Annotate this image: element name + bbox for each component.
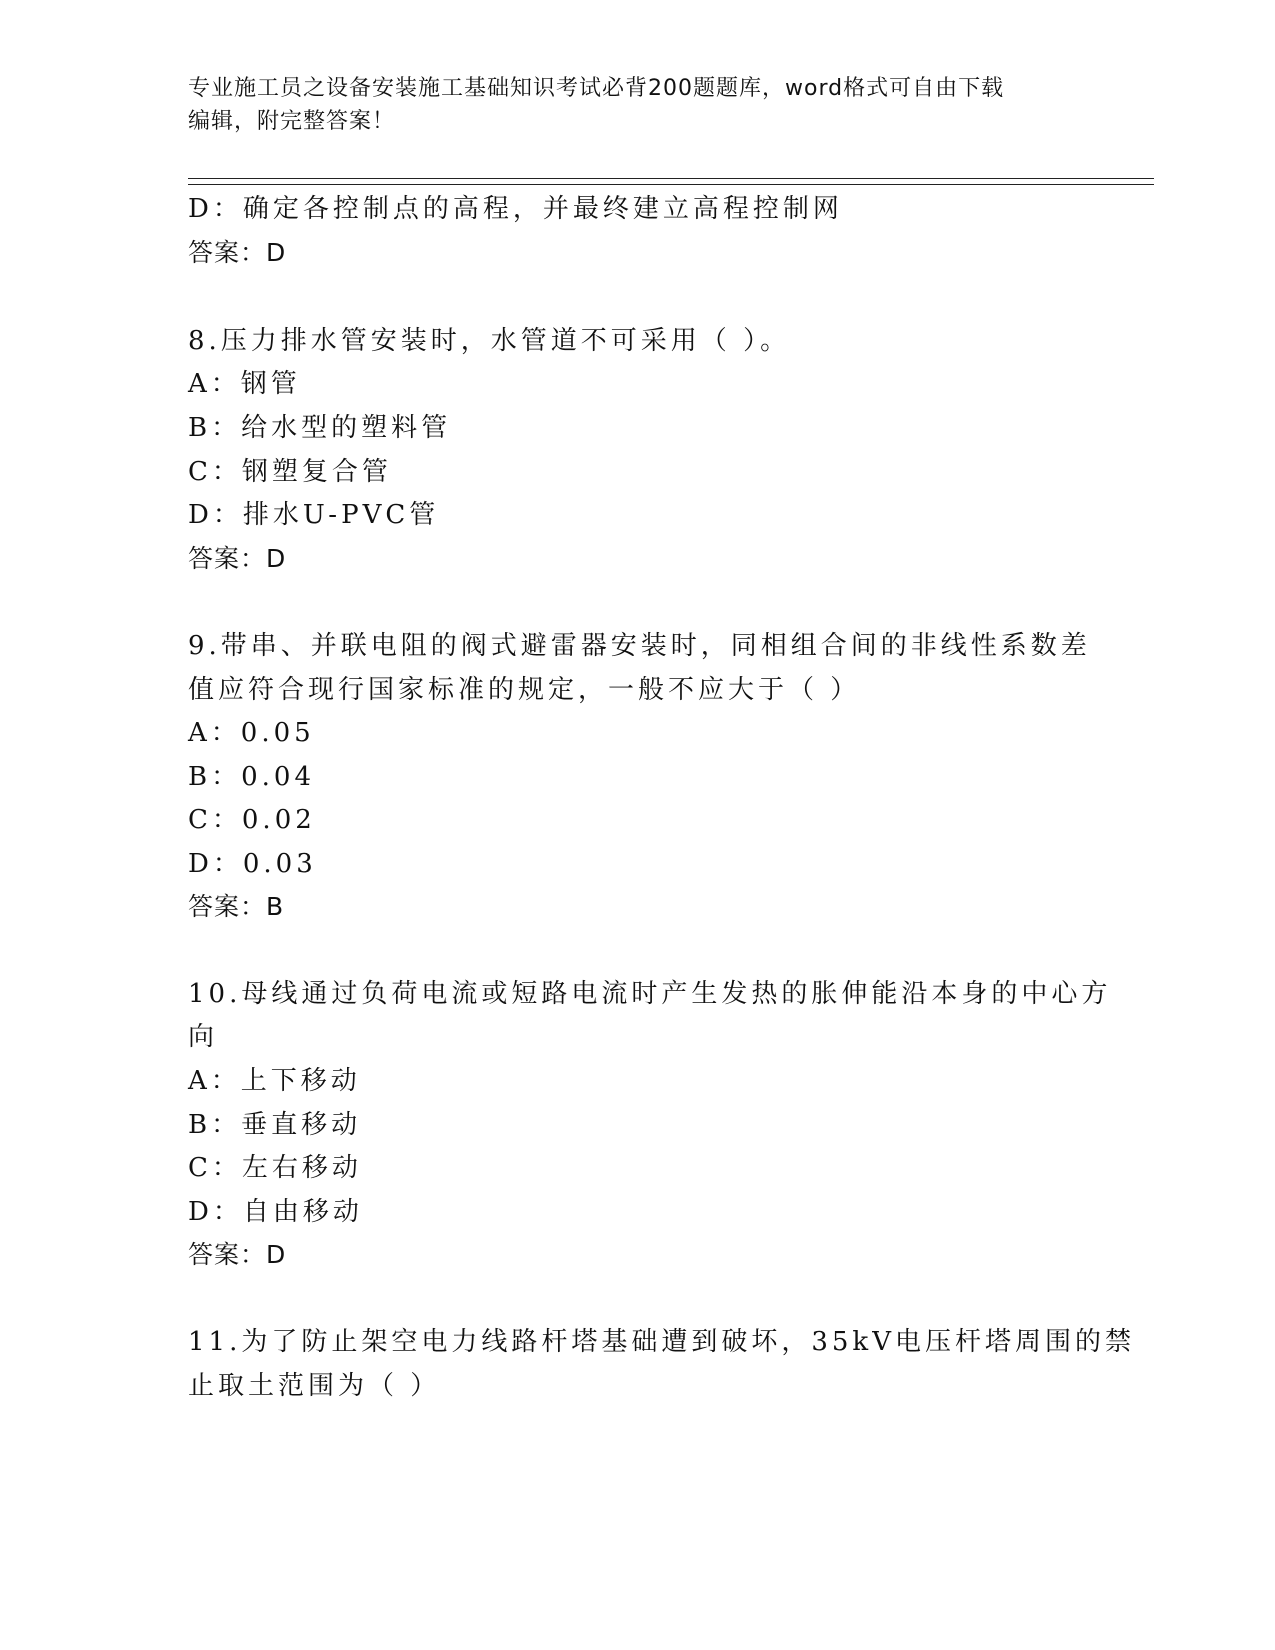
q9-answer: 答案：B: [188, 892, 285, 921]
q9-option-d: D：0.03: [188, 849, 317, 879]
prev-answer: 答案：D: [188, 238, 287, 267]
q11-stem-line-1: 11.为了防止架空电力线路杆塔基础遭到破坏，35kV电压杆塔周围的禁: [188, 1327, 1135, 1357]
q10-option-c: C：左右移动: [188, 1153, 362, 1183]
q11-stem-line-2: 止取土范围为（ ）: [188, 1371, 441, 1401]
q8-option-a: A：钢管: [188, 369, 301, 399]
q10-answer: 答案：D: [188, 1240, 287, 1269]
q9-option-a: A：0.05: [188, 718, 315, 748]
q10-stem-line-2: 向: [188, 1022, 219, 1052]
q10-option-a: A：上下移动: [188, 1066, 361, 1096]
prev-option-d: D：确定各控制点的高程，并最终建立高程控制网: [188, 194, 843, 224]
q8-answer: 答案：D: [188, 544, 287, 573]
header-line-2: 编辑，附完整答案！: [188, 109, 396, 134]
q10-option-b: B：垂直移动: [188, 1110, 362, 1140]
q10-option-d: D：自由移动: [188, 1197, 363, 1227]
q9-option-b: B：0.04: [188, 762, 315, 792]
document-header: [188, 72, 1088, 138]
header-line-1: 专业施工员之设备安装施工基础知识考试必背200题题库，word格式可自由下载: [188, 76, 1005, 101]
q8-option-d: D：排水U-PVC管: [188, 500, 440, 530]
header-divider-bottom: [188, 184, 1154, 185]
q9-option-c: C：0.02: [188, 805, 316, 835]
header-divider-top: [188, 178, 1154, 179]
q10-stem-line-1: 10.母线通过负荷电流或短路电流时产生发热的胀伸能沿本身的中心方: [188, 979, 1112, 1009]
q8-option-b: B：给水型的塑料管: [188, 413, 452, 443]
q9-stem-line-1: 9.带串、并联电阻的阀式避雷器安装时，同相组合间的非线性系数差: [188, 631, 1091, 661]
q8-option-c: C：钢塑复合管: [188, 457, 392, 487]
q8-stem: 8.压力排水管安装时，水管道不可采用（ ）。: [188, 326, 791, 356]
q9-stem-line-2: 值应符合现行国家标准的规定，一般不应大于（ ）: [188, 675, 861, 705]
